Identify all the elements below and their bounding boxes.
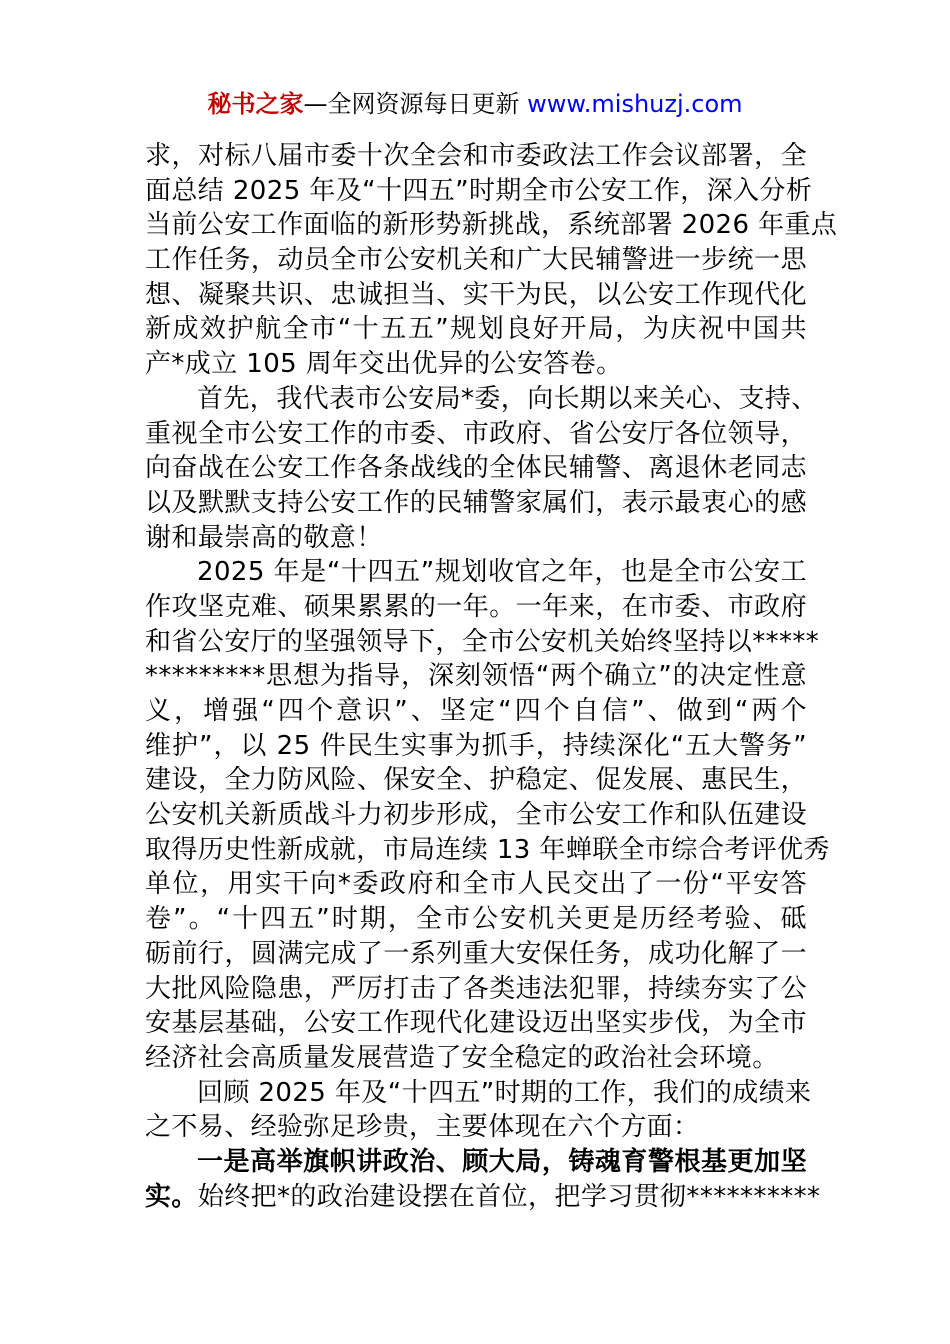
paragraph-first-line: 2025 年是“十四五”规划收官之年，也是全市公安工 [197, 557, 807, 588]
site-header [0, 86, 950, 122]
text-line: 维护”，以 25 件民生实事为抓手，持续深化“五大警务” [145, 730, 807, 761]
text-line: 安基层基础，公安工作现代化建设迈出坚实步伐，为全市 [145, 1008, 807, 1039]
text-line: 以及默默支持公安工作的民辅警家属们，表示最衷心的感 [145, 487, 807, 518]
text-line: *********思想为指导，深刻领悟“两个确立”的决定性意 [145, 661, 807, 692]
paragraph-first-line: 首先，我代表市公安局*委，向长期以来关心、支持、 [197, 383, 818, 414]
text-line: 取得历史性新成就，市局连续 13 年蝉联全市综合考评优秀 [145, 834, 830, 865]
text-line: 和省公安厅的坚强领导下，全市公安机关始终坚持以***** [145, 626, 820, 657]
section-heading-line: 一是高举旗帜讲政治、顾大局，铸魂育警根基更加坚 [197, 1146, 807, 1177]
paragraph-first-line: 回顾 2025 年及“十四五”时期的工作，我们的成绩来 [197, 1077, 812, 1108]
text-line: 之不易、经验弥足珍贵，主要体现在六个方面： [145, 1112, 700, 1143]
site-tagline: —全网资源每日更新 [303, 90, 528, 118]
text-line: 谢和最崇高的敬意！ [145, 522, 383, 553]
text-line: 求，对标八届市委十次全会和市委政法工作会议部署，全 [145, 141, 807, 171]
text-line: 建设，全力防风险、保安全、护稳定、促发展、惠民生， [145, 765, 807, 796]
text-line: 向奋战在公安工作各条战线的全体民辅警、离退休老同志 [145, 453, 807, 484]
text-line: 公安机关新质战斗力初步形成，全市公安工作和队伍建设 [145, 800, 807, 831]
document-body [145, 139, 838, 1214]
section-heading-end: 实。 [145, 1181, 198, 1212]
text-line: 工作任务，动员全市公安机关和广大民辅警进一步统一思 [145, 245, 807, 276]
text-line: 作攻坚克难、硕果累累的一年。一年来，在市委、市政府 [145, 591, 807, 622]
text-line: 想、凝聚共识、忠诚担当、实干为民，以公安工作现代化 [145, 279, 807, 310]
text-line: 义，增强“四个意识”、坚定“四个自信”、做到“两个 [145, 696, 807, 726]
text-line: 大批风险隐患，严厉打击了各类违法犯罪，持续夯实了公 [145, 973, 807, 1004]
text-line: 新成效护航全市“十五五”规划良好开局，为庆祝中国共 [145, 314, 807, 345]
site-brand: 秘书之家 [207, 90, 304, 118]
site-url[interactable]: www.mishuzj.com [527, 90, 743, 118]
text-line: 重视全市公安工作的市委、市政府、省公安厅各位领导， [145, 418, 807, 449]
text-line: 砺前行，圆满完成了一系列重大安保任务，成功化解了一 [145, 938, 807, 969]
text-line: 经济社会高质量发展营造了安全稳定的政治社会环境。 [145, 1042, 779, 1073]
text-line: 当前公安工作面临的新形势新挑战，系统部署 2026 年重点 [145, 210, 838, 241]
section-body-start: 始终把*的政治建设摆在首位，把学习贯彻********** [197, 1181, 821, 1212]
text-line: 单位，用实干向*委政府和全市人民交出了一份“平安答 [145, 869, 807, 900]
mixed-line [145, 1180, 821, 1215]
text-line: 面总结 2025 年及“十四五”时期全市公安工作，深入分析 [145, 175, 813, 206]
text-line: 产*成立 105 周年交出优异的公安答卷。 [145, 349, 623, 380]
text-line: 卷”。“十四五”时期，全市公安机关更是历经考验、砥 [145, 904, 807, 935]
